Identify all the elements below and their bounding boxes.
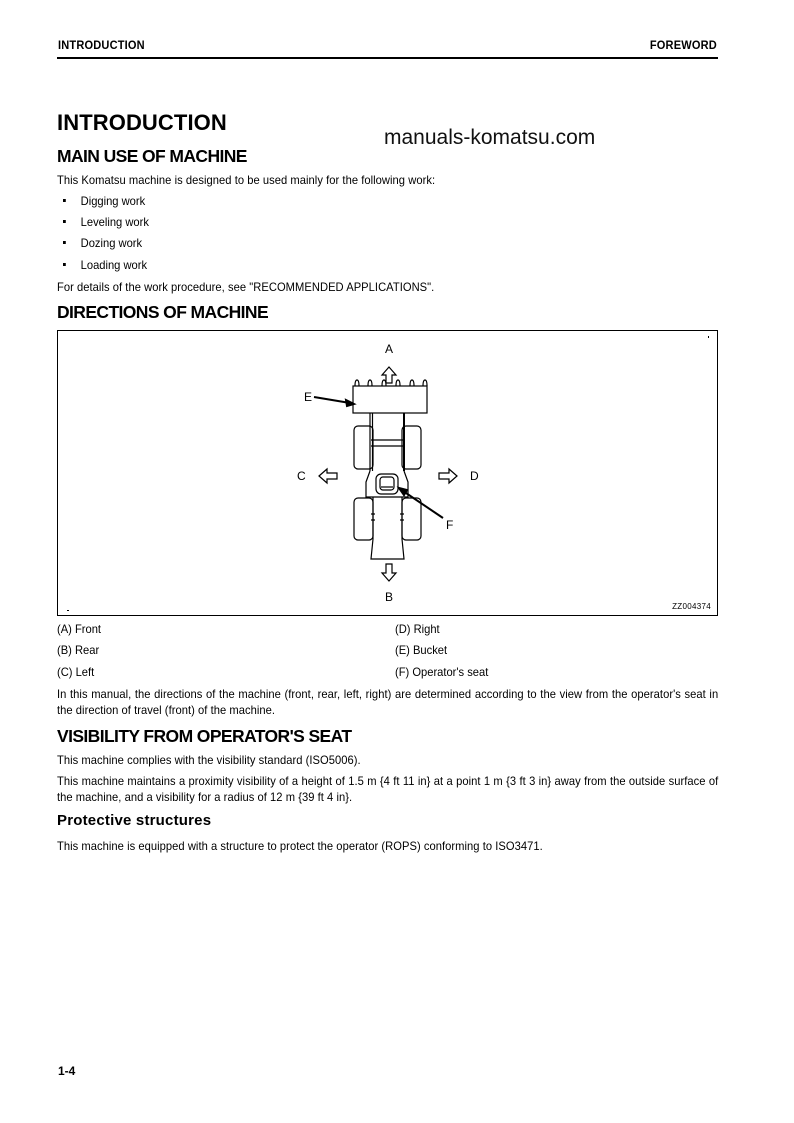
legend-item-operator-seat: (F) Operator's seat (395, 665, 489, 679)
legend-item-left: (C) Left (57, 665, 95, 679)
label-e: E (304, 390, 313, 404)
section-heading-visibility: VISIBILITY FROM OPERATOR'S SEAT (57, 726, 352, 746)
label-f: F (446, 518, 454, 532)
leader-bucket (314, 397, 350, 403)
directions-description: In this manual, the directions of the machine (front, rear, left, right) are determined according to the view from the operator's seat in the direction of travel (front) of the machine. (57, 687, 719, 717)
visibility-standard-text: This machine complies with the visibility standard (ISO5006). (57, 753, 361, 767)
machine-directions-figure (57, 330, 718, 616)
visibility-detail-text: This machine maintains a proximity visibility of a height of 1.5 m {4 ft 11 in} at a point 1 m {3 ft 3 in} away from the outside surface of the machine, and a visibility for a radius of 12 m {39 ft 4 in}. (57, 774, 719, 804)
legend-item-right: (D) Right (395, 622, 440, 636)
bullet-icon (63, 199, 66, 202)
label-c: C (297, 469, 306, 483)
legend-item-front: (A) Front (57, 622, 102, 636)
running-header-chapter: FOREWORD (649, 38, 717, 52)
bullet-icon (63, 220, 66, 223)
leader-seat (403, 491, 443, 518)
header-rule (57, 57, 718, 59)
list-item (63, 258, 147, 272)
machine-top-view-diagram (58, 331, 717, 615)
list-item-text: Loading work (80, 258, 148, 272)
subheading-protective-structures: Protective structures (57, 812, 212, 829)
list-item (63, 215, 149, 229)
list-item (63, 236, 142, 250)
legend-item-rear: (B) Rear (57, 643, 100, 657)
arrow-left-icon (319, 469, 337, 483)
corner-mark (708, 336, 710, 338)
bucket-shape (353, 386, 427, 413)
section-heading-directions: DIRECTIONS OF MACHINE (57, 302, 269, 322)
watermark: manuals-komatsu.com (384, 126, 596, 149)
list-item-text: Leveling work (80, 215, 149, 229)
label-a: A (385, 342, 394, 356)
section-heading-main-use: MAIN USE OF MACHINE (57, 146, 247, 166)
arrow-rear-icon (382, 564, 396, 581)
list-item (63, 194, 145, 208)
page-number: 1-4 (58, 1064, 76, 1078)
bullet-icon (63, 263, 66, 266)
main-use-intro: This Komatsu machine is designed to be used mainly for the following work: (57, 173, 436, 187)
legend-item-bucket: (E) Bucket (395, 643, 448, 657)
list-item-text: Dozing work (80, 236, 143, 250)
corner-mark (67, 610, 69, 612)
arrow-right-icon (439, 469, 457, 483)
bullet-icon (63, 241, 66, 244)
main-use-note: For details of the work procedure, see "RECOMMENDED APPLICATIONS". (57, 280, 435, 294)
list-item-text: Digging work (80, 194, 146, 208)
label-d: D (470, 469, 479, 483)
page-title: INTRODUCTION (57, 110, 227, 135)
label-b: B (385, 590, 394, 604)
running-header-section: INTRODUCTION (58, 38, 145, 52)
figure-code: ZZ004374 (672, 602, 711, 611)
rops-text: This machine is equipped with a structure to protect the operator (ROPS) conforming to ISO3471. (57, 839, 543, 853)
operator-seat (380, 477, 394, 490)
